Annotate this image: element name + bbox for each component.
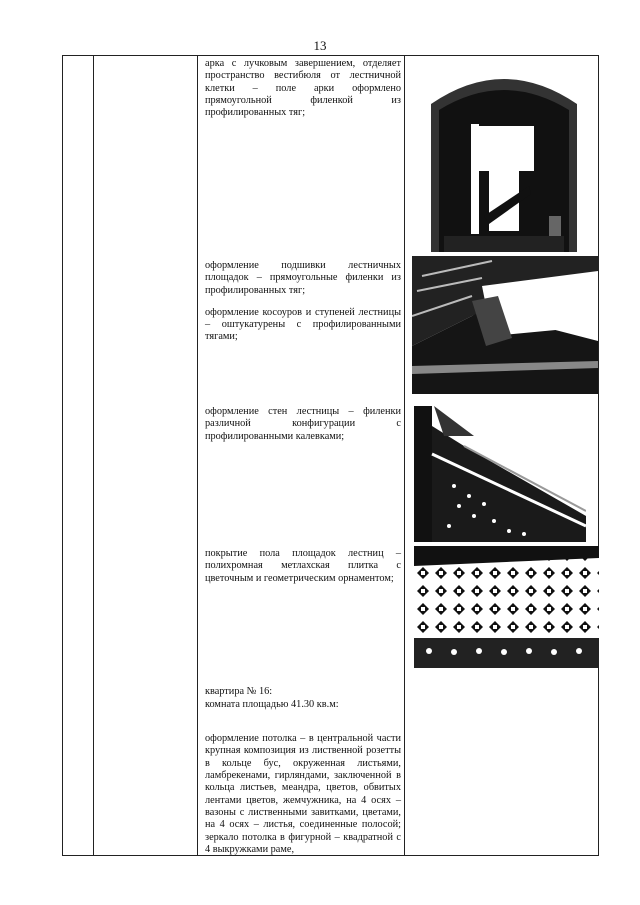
description-block bbox=[205, 58, 401, 129]
description-block bbox=[205, 674, 401, 878]
description-block bbox=[205, 548, 401, 595]
description-text: покрытие пола площадок лестниц – полихромная метлахская плитка с цветочным и геометрическим орнаментом; bbox=[205, 548, 401, 584]
description-block bbox=[205, 406, 401, 453]
description-text: оформление косоуров и ступеней лестницы – оштукатурены с профилированными тягами; bbox=[205, 306, 401, 343]
description-text: оформление стен лестницы – филенки различной конфигурации с профилированными калевками; bbox=[205, 406, 401, 442]
description-text: арка с лучковым завершением, отделяет пространство вестибюля от лестничной клетки – поле арки оформлено прямоугольной филенкой из профилированных тяг; bbox=[205, 58, 401, 119]
tile-floor-photo bbox=[414, 546, 599, 668]
stair-wall-photo bbox=[414, 406, 586, 542]
heritage-table bbox=[62, 55, 599, 856]
column-divider bbox=[404, 56, 405, 855]
column-divider bbox=[93, 56, 94, 855]
description-block bbox=[205, 260, 401, 354]
column-divider bbox=[197, 56, 198, 855]
page-number: 13 bbox=[313, 38, 327, 53]
description-text: оформление потолка – в центральной части крупная композиция из лиственной розетты в кольце бус, окруженная листьями, ламбрекенами, гирляндами, заключенной в кольца листьев, меандра, цветов, обвитых лентами цветов, жемчужника, на 4 осях – вазоны с лиственными завитками, цветами, на 4 осях – листья, соединенные полосой; зеркало потолка в фигурной – квадратной с 4 выкружками раме, bbox=[205, 733, 401, 855]
arch-doorway-photo bbox=[419, 66, 589, 252]
description-text: квартира № 16: комната площадью 41.30 кв.м: bbox=[205, 686, 339, 710]
description-text: оформление подшивки лестничных площадок – прямоугольные филенки из профилированных тяг; bbox=[205, 260, 401, 296]
stair-soffit-photo bbox=[412, 256, 598, 394]
